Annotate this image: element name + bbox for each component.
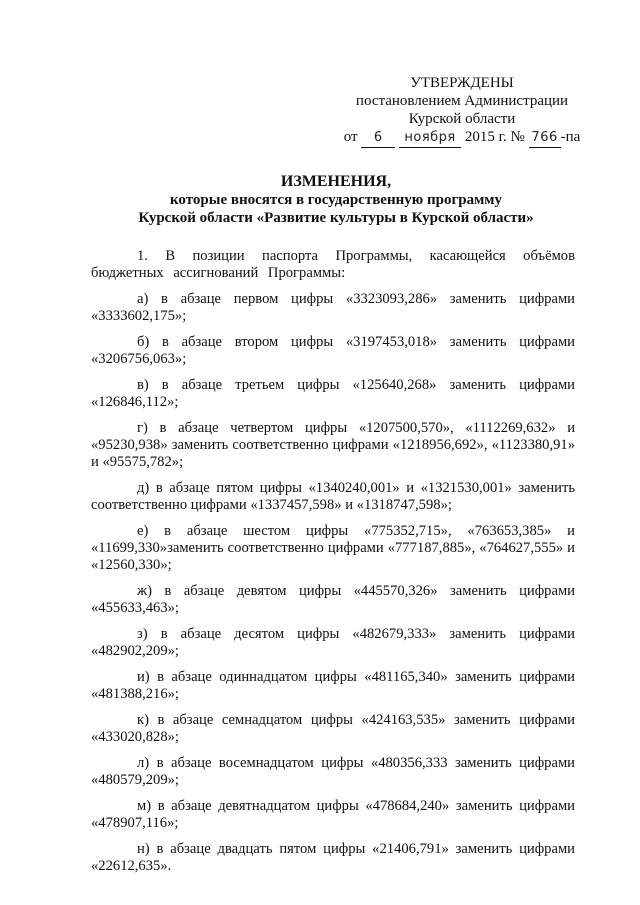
date-day: 6: [361, 129, 395, 148]
paragraph-m: м) в абзаце девятнадцатом цифры «478684,240» заменить цифрами «478907,116»;: [91, 798, 575, 831]
document-title: [86, 173, 586, 227]
approval-stamp: [342, 74, 582, 148]
approval-date-line: [342, 128, 582, 148]
date-month: ноября: [399, 129, 461, 148]
paragraph-1: 1. В позиции паспорта Программы, касающейся объёмов бюджетных ассигнований Программы:: [91, 248, 575, 281]
title-main: ИЗМЕНЕНИЯ,: [280, 173, 392, 190]
paragraph-z: з) в абзаце десятом цифры «482679,333» заменить цифрами «482902,209»;: [91, 626, 575, 659]
decree-suffix: -па: [560, 129, 581, 145]
title-subtitle: которые вносятся в государственную программу: [169, 192, 503, 208]
approval-line-resolution: постановлением Администрации: [355, 93, 569, 109]
paragraph-l: л) в абзаце восемнадцатом цифры «480356,333 заменить цифрами «480579,209»;: [91, 755, 575, 788]
decree-number: 766: [529, 129, 561, 148]
paragraph-d: д) в абзаце пятом цифры «1340240,001» и «1321530,001» заменить соответственно цифрами «1337457,598» и «1318747,598»;: [91, 480, 575, 513]
approval-heading: УТВЕРЖДЕНЫ: [410, 75, 514, 91]
paragraph-zh: ж) в абзаце девятом цифры «445570,326» заменить цифрами «455633,463»;: [91, 583, 575, 616]
approval-line-region: Курской области: [408, 111, 516, 127]
paragraph-g: г) в абзаце четвертом цифры «1207500,570», «1112269,632» и «95230,938» заменить соответственно цифрами «1218956,692», «1123380,91» и «95575,782»;: [91, 420, 575, 470]
document-body: [91, 248, 575, 884]
date-prefix: от: [343, 129, 358, 145]
title-program-name: Курской области «Развитие культуры в Курской области»: [138, 210, 534, 226]
date-year: 2015 г. №: [464, 129, 525, 145]
paragraph-k: к) в абзаце семнадцатом цифры «424163,535» заменить цифрами «433020,828»;: [91, 712, 575, 745]
paragraph-i: и) в абзаце одиннадцатом цифры «481165,340» заменить цифрами «481388,216»;: [91, 669, 575, 702]
paragraph-b: б) в абзаце втором цифры «3197453,018» заменить цифрами «3206756,063»;: [91, 334, 575, 367]
paragraph-a: а) в абзаце первом цифры «3323093,286» заменить цифрами «3333602,175»;: [91, 291, 575, 324]
paragraph-n: н) в абзаце двадцать пятом цифры «21406,791» заменить цифрами «22612,635».: [91, 841, 575, 874]
paragraph-e: е) в абзаце шестом цифры «775352,715», «763653,385» и «11699,330»заменить соответственно цифрами «777187,885», «764627,555» и «12560,330»;: [91, 523, 575, 573]
paragraph-v: в) в абзаце третьем цифры «125640,268» заменить цифрами «126846,112»;: [91, 377, 575, 410]
